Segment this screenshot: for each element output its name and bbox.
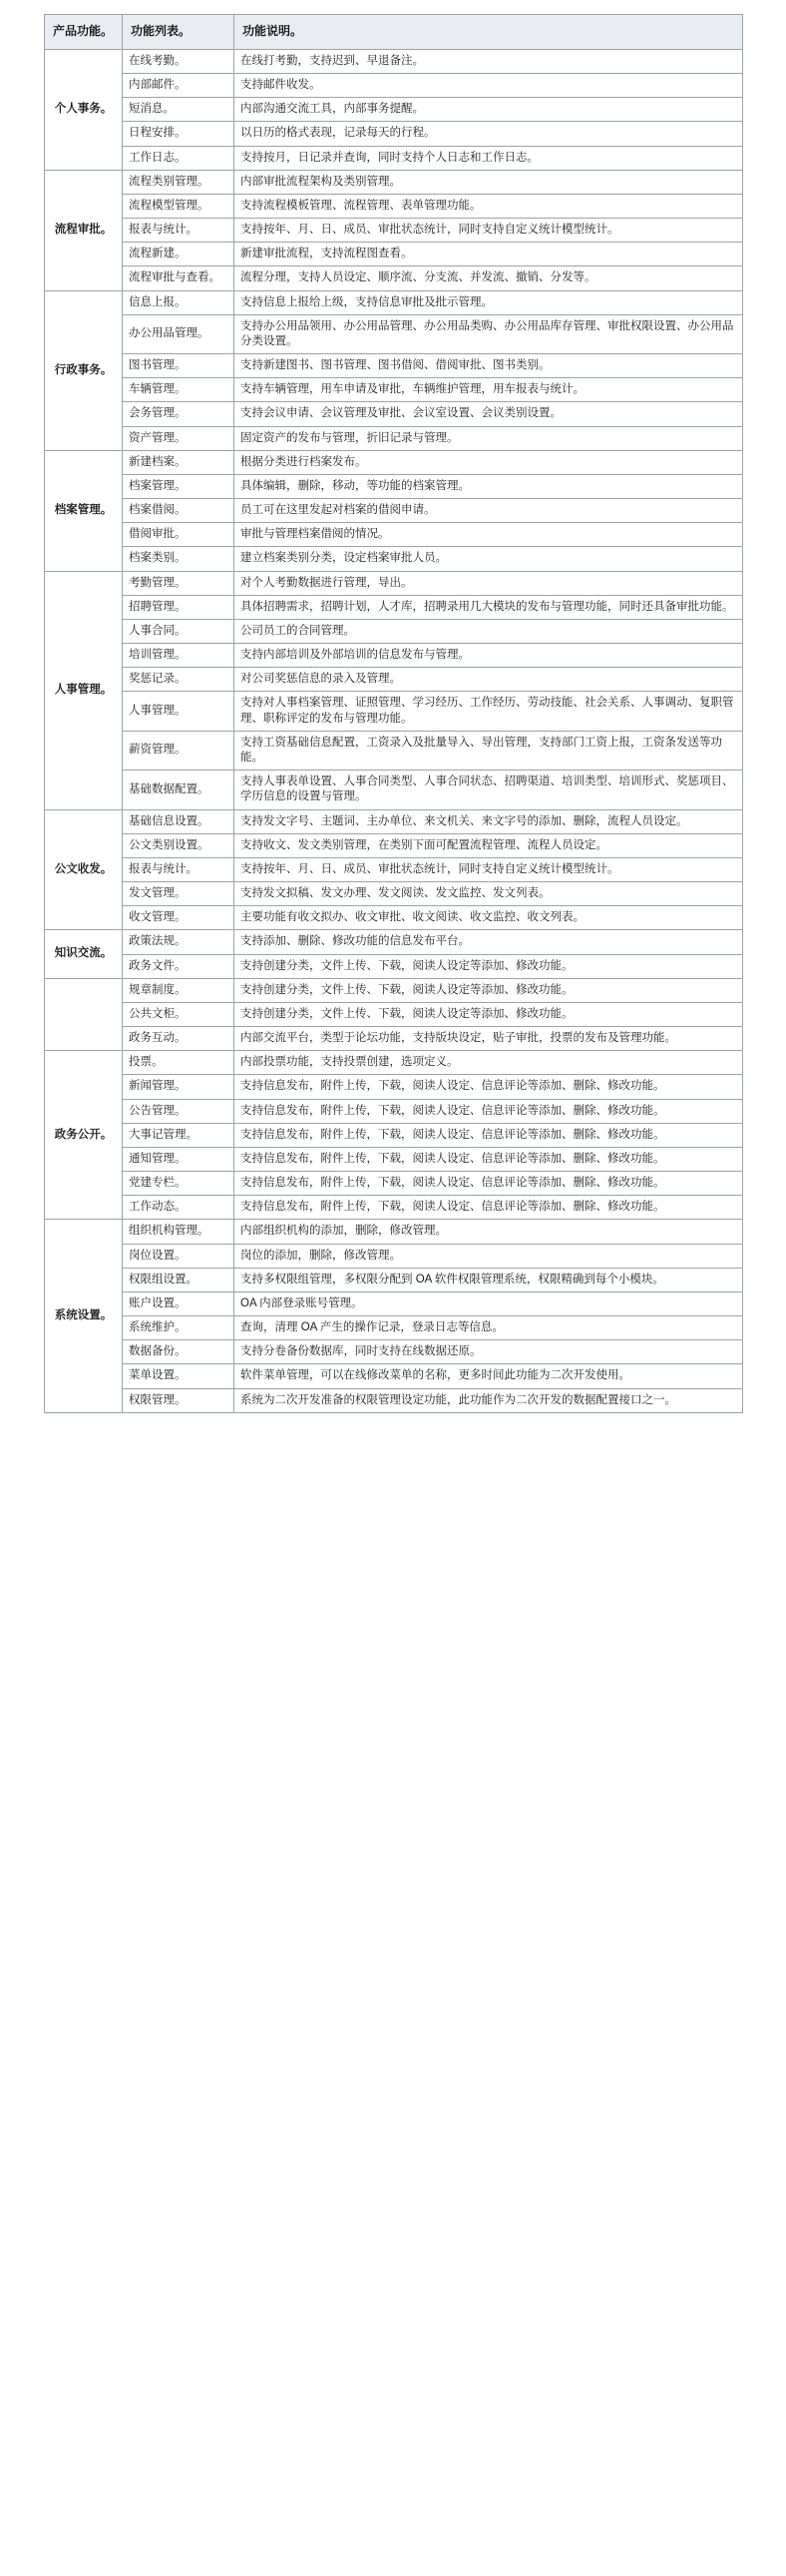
function-item-cell: 报表与统计。	[123, 857, 234, 881]
function-description-cell: 内部组织机构的添加，删除，修改管理。	[234, 1220, 743, 1244]
table-row	[45, 243, 743, 266]
function-description-cell: 系统为二次开发准备的权限管理设定功能，此功能作为二次开发的数据配置接口之一。	[234, 1388, 743, 1412]
function-item-cell: 基础数据配置。	[123, 771, 234, 809]
function-description-cell: 支持多权限组管理，多权限分配到 OA 软件权限管理系统，权限精确到每个小模块。	[234, 1268, 743, 1291]
column-header-function-description: 功能说明。	[234, 15, 743, 50]
table-row	[45, 1051, 743, 1075]
function-description-cell: 支持创建分类，文件上传、下载，阅读人设定等添加、修改功能。	[234, 954, 743, 978]
function-description-cell: 以日历的格式表现，记录每天的行程。	[234, 122, 743, 146]
function-description-cell: 内部沟通交流工具，内部事务提醒。	[234, 98, 743, 122]
function-item-cell: 政务互动。	[123, 1027, 234, 1051]
table-row	[45, 1147, 743, 1171]
table-row	[45, 354, 743, 378]
table-row	[45, 978, 743, 1002]
function-description-cell: 支持邮件收发。	[234, 74, 743, 98]
function-description-cell: 支持发文拟稿、发文办理、发文阅读、发文监控、发文列表。	[234, 882, 743, 906]
table-row	[45, 833, 743, 857]
table-row	[45, 1291, 743, 1315]
function-item-cell: 薪资管理。	[123, 731, 234, 770]
function-description-cell: 流程分理，支持人员设定、顺序流、分支流、并发流、撤销、分发等。	[234, 266, 743, 290]
table-row	[45, 290, 743, 314]
function-description-cell: 支持信息上报给上级，支持信息审批及批示管理。	[234, 290, 743, 314]
group-name-cell: 个人事务。	[45, 49, 123, 170]
table-row	[45, 1244, 743, 1268]
table-row	[45, 906, 743, 930]
table-row	[45, 122, 743, 146]
function-description-cell: 支持信息发布，附件上传，下载，阅读人设定、信息评论等添加、删除、修改功能。	[234, 1147, 743, 1171]
function-description-cell: 支持流程模板管理、流程管理、表单管理功能。	[234, 194, 743, 218]
function-description-cell: 支持工资基础信息配置，工资录入及批量导入、导出管理，支持部门工资上报，工资条发送等功能。	[234, 731, 743, 770]
function-description-cell: 支持按年、月、日、成员、审批状态统计，同时支持自定义统计模型统计。	[234, 219, 743, 243]
function-item-cell: 档案借阅。	[123, 499, 234, 523]
function-description-cell: 支持收文、发文类别管理，在类别下面可配置流程管理、流程人员设定。	[234, 833, 743, 857]
group-name-cell: 政务公开。	[45, 1051, 123, 1220]
function-item-cell: 投票。	[123, 1051, 234, 1075]
table-row	[45, 426, 743, 450]
table-row	[45, 219, 743, 243]
table-row	[45, 1172, 743, 1196]
function-item-cell: 人事合同。	[123, 619, 234, 643]
group-name-cell: 公文收发。	[45, 809, 123, 930]
function-description-cell: OA 内部登录账号管理。	[234, 1291, 743, 1315]
table-body	[45, 49, 743, 1412]
table-row	[45, 930, 743, 954]
function-item-cell: 档案类别。	[123, 547, 234, 571]
table-row	[45, 499, 743, 523]
function-description-cell: 支持办公用品领用、办公用品管理、办公用品类购、办公用品库存管理、审批权限设置、办公用品分类设置。	[234, 314, 743, 353]
table-row	[45, 771, 743, 809]
function-description-cell: 具体招聘需求，招聘计划，人才库，招聘录用几大模块的发布与管理功能，同时还具备审批功能。	[234, 595, 743, 619]
table-row	[45, 314, 743, 353]
function-item-cell: 流程审批与查看。	[123, 266, 234, 290]
function-item-cell: 通知管理。	[123, 1147, 234, 1171]
function-item-cell: 公文类别设置。	[123, 833, 234, 857]
table-row	[45, 809, 743, 833]
function-item-cell: 借阅审批。	[123, 523, 234, 547]
function-item-cell: 内部邮件。	[123, 74, 234, 98]
function-item-cell: 工作动态。	[123, 1196, 234, 1220]
function-description-cell: 支持添加、删除、修改功能的信息发布平台。	[234, 930, 743, 954]
function-description-cell: 公司员工的合同管理。	[234, 619, 743, 643]
function-item-cell: 规章制度。	[123, 978, 234, 1002]
function-description-cell: 员工可在这里发起对档案的借阅申请。	[234, 499, 743, 523]
function-description-cell: 对公司奖惩信息的录入及管理。	[234, 668, 743, 692]
function-item-cell: 招聘管理。	[123, 595, 234, 619]
function-description-cell: 支持信息发布，附件上传，下载，阅读人设定、信息评论等添加、删除、修改功能。	[234, 1075, 743, 1099]
function-description-cell: 支持发文字号、主题词、主办单位、来文机关、来文字号的添加、删除，流程人员设定。	[234, 809, 743, 833]
function-description-cell: 根据分类进行档案发布。	[234, 450, 743, 474]
function-description-cell: 在线打考勤，支持迟到、早退备注。	[234, 49, 743, 73]
function-description-cell: 内部审批流程架构及类别管理。	[234, 170, 743, 194]
table-row	[45, 74, 743, 98]
table-row	[45, 474, 743, 498]
function-description-cell: 支持创建分类，文件上传、下载，阅读人设定等添加、修改功能。	[234, 1002, 743, 1026]
function-item-cell: 车辆管理。	[123, 378, 234, 402]
function-description-cell: 审批与管理档案借阅的情况。	[234, 523, 743, 547]
function-description-cell: 内部交流平台，类型于论坛功能，支持版块设定，贴子审批，投票的发布及管理功能。	[234, 1027, 743, 1051]
table-row	[45, 402, 743, 426]
table-row	[45, 378, 743, 402]
function-item-cell: 奖惩记录。	[123, 668, 234, 692]
function-item-cell: 培训管理。	[123, 644, 234, 668]
group-name-cell: 流程审批。	[45, 170, 123, 290]
function-item-cell: 权限管理。	[123, 1388, 234, 1412]
table-row	[45, 595, 743, 619]
table-row	[45, 731, 743, 770]
function-description-cell: 支持信息发布，附件上传，下载，阅读人设定、信息评论等添加、删除、修改功能。	[234, 1172, 743, 1196]
function-item-cell: 工作日志。	[123, 146, 234, 170]
table-row	[45, 1268, 743, 1291]
function-item-cell: 岗位设置。	[123, 1244, 234, 1268]
function-item-cell: 流程模型管理。	[123, 194, 234, 218]
table-row	[45, 1099, 743, 1123]
table-row	[45, 882, 743, 906]
function-description-cell: 支持信息发布，附件上传，下载，阅读人设定、信息评论等添加、删除、修改功能。	[234, 1099, 743, 1123]
function-item-cell: 基础信息设置。	[123, 809, 234, 833]
function-item-cell: 菜单设置。	[123, 1364, 234, 1388]
function-description-cell: 支持新建图书、图书管理、图书借阅、借阅审批、图书类别。	[234, 354, 743, 378]
table-row	[45, 954, 743, 978]
table-row	[45, 523, 743, 547]
function-description-cell: 固定资产的发布与管理，折旧记录与管理。	[234, 426, 743, 450]
function-item-cell: 资产管理。	[123, 426, 234, 450]
table-row	[45, 1002, 743, 1026]
group-name-cell: 档案管理。	[45, 450, 123, 571]
table-row	[45, 1027, 743, 1051]
function-item-cell: 在线考勤。	[123, 49, 234, 73]
table-row	[45, 450, 743, 474]
table-row	[45, 170, 743, 194]
function-description-cell: 内部投票功能，支持投票创建，选项定义。	[234, 1051, 743, 1075]
function-description-cell: 支持内部培训及外部培训的信息发布与管理。	[234, 644, 743, 668]
table-row	[45, 1075, 743, 1099]
function-item-cell: 办公用品管理。	[123, 314, 234, 353]
function-description-cell: 支持信息发布，附件上传，下载，阅读人设定、信息评论等添加、删除、修改功能。	[234, 1196, 743, 1220]
function-description-cell: 支持车辆管理，用车申请及审批，车辆维护管理，用车报表与统计。	[234, 378, 743, 402]
function-item-cell: 公共文柜。	[123, 1002, 234, 1026]
function-description-cell: 主要功能有收文拟办、收文审批、收文阅读、收文监控、收文列表。	[234, 906, 743, 930]
function-description-cell: 支持对人事档案管理、证照管理、学习经历、工作经历、劳动技能、社会关系、人事调动、复职管理、职称评定的发布与管理功能。	[234, 692, 743, 731]
function-item-cell: 会务管理。	[123, 402, 234, 426]
function-item-cell: 报表与统计。	[123, 219, 234, 243]
function-item-cell: 党建专栏。	[123, 1172, 234, 1196]
function-item-cell: 收文管理。	[123, 906, 234, 930]
function-item-cell: 流程类别管理。	[123, 170, 234, 194]
function-item-cell: 日程安排。	[123, 122, 234, 146]
table-row	[45, 1364, 743, 1388]
group-name-cell: 行政事务。	[45, 290, 123, 450]
column-header-product-function: 产品功能。	[45, 15, 123, 50]
table-row	[45, 1316, 743, 1340]
table-row	[45, 692, 743, 731]
table-row	[45, 619, 743, 643]
table-row	[45, 49, 743, 73]
function-description-cell: 建立档案类别分类，设定档案审批人员。	[234, 547, 743, 571]
function-description-cell: 对个人考勤数据进行管理，导出。	[234, 571, 743, 595]
table-header	[45, 15, 743, 50]
table-row	[45, 571, 743, 595]
function-item-cell: 考勤管理。	[123, 571, 234, 595]
table-row	[45, 857, 743, 881]
function-item-cell: 人事管理。	[123, 692, 234, 731]
table-row	[45, 644, 743, 668]
function-item-cell: 流程新建。	[123, 243, 234, 266]
function-item-cell: 新闻管理。	[123, 1075, 234, 1099]
function-item-cell: 政策法规。	[123, 930, 234, 954]
function-description-cell: 软件菜单管理，可以在线修改菜单的名称，更多时间此功能为二次开发使用。	[234, 1364, 743, 1388]
column-header-function-list: 功能列表。	[123, 15, 234, 50]
function-description-cell: 支持分卷备份数据库，同时支持在线数据还原。	[234, 1340, 743, 1364]
group-name-cell: 人事管理。	[45, 571, 123, 809]
table-row	[45, 1196, 743, 1220]
table-header-row	[45, 15, 743, 50]
product-feature-table	[44, 14, 743, 1413]
group-name-cell: 知识交流。	[45, 930, 123, 978]
function-item-cell: 组织机构管理。	[123, 1220, 234, 1244]
group-name-cell	[45, 978, 123, 1051]
function-item-cell: 信息上报。	[123, 290, 234, 314]
function-description-cell: 查询，清理 OA 产生的操作记录，登录日志等信息。	[234, 1316, 743, 1340]
function-description-cell: 支持人事表单设置、人事合同类型、人事合同状态、招聘渠道、培训类型、培训形式、奖惩项目、学历信息的设置与管理。	[234, 771, 743, 809]
table-row	[45, 146, 743, 170]
table-row	[45, 1123, 743, 1147]
function-item-cell: 短消息。	[123, 98, 234, 122]
function-item-cell: 公告管理。	[123, 1099, 234, 1123]
function-item-cell: 图书管理。	[123, 354, 234, 378]
function-item-cell: 政务文件。	[123, 954, 234, 978]
function-description-cell: 支持创建分类，文件上传、下载，阅读人设定等添加、修改功能。	[234, 978, 743, 1002]
function-item-cell: 发文管理。	[123, 882, 234, 906]
table-row	[45, 194, 743, 218]
function-item-cell: 数据备份。	[123, 1340, 234, 1364]
function-item-cell: 新建档案。	[123, 450, 234, 474]
function-item-cell: 账户设置。	[123, 1291, 234, 1315]
function-item-cell: 档案管理。	[123, 474, 234, 498]
table-row	[45, 1388, 743, 1412]
table-row	[45, 547, 743, 571]
function-description-cell: 支持按年、月、日、成员、审批状态统计，同时支持自定义统计模型统计。	[234, 857, 743, 881]
function-description-cell: 支持会议申请、会议管理及审批、会议室设置、会议类别设置。	[234, 402, 743, 426]
function-description-cell: 支持按月，日记录并查询，同时支持个人日志和工作日志。	[234, 146, 743, 170]
function-item-cell: 大事记管理。	[123, 1123, 234, 1147]
function-item-cell: 系统维护。	[123, 1316, 234, 1340]
function-description-cell: 具体编辑，删除，移动，等功能的档案管理。	[234, 474, 743, 498]
function-item-cell: 权限组设置。	[123, 1268, 234, 1291]
function-description-cell: 新建审批流程，支持流程图查看。	[234, 243, 743, 266]
table-row	[45, 668, 743, 692]
table-row	[45, 266, 743, 290]
function-description-cell: 支持信息发布，附件上传，下载，阅读人设定、信息评论等添加、删除、修改功能。	[234, 1123, 743, 1147]
table-row	[45, 98, 743, 122]
group-name-cell: 系统设置。	[45, 1220, 123, 1412]
table-row	[45, 1340, 743, 1364]
function-description-cell: 岗位的添加，删除，修改管理。	[234, 1244, 743, 1268]
table-row	[45, 1220, 743, 1244]
